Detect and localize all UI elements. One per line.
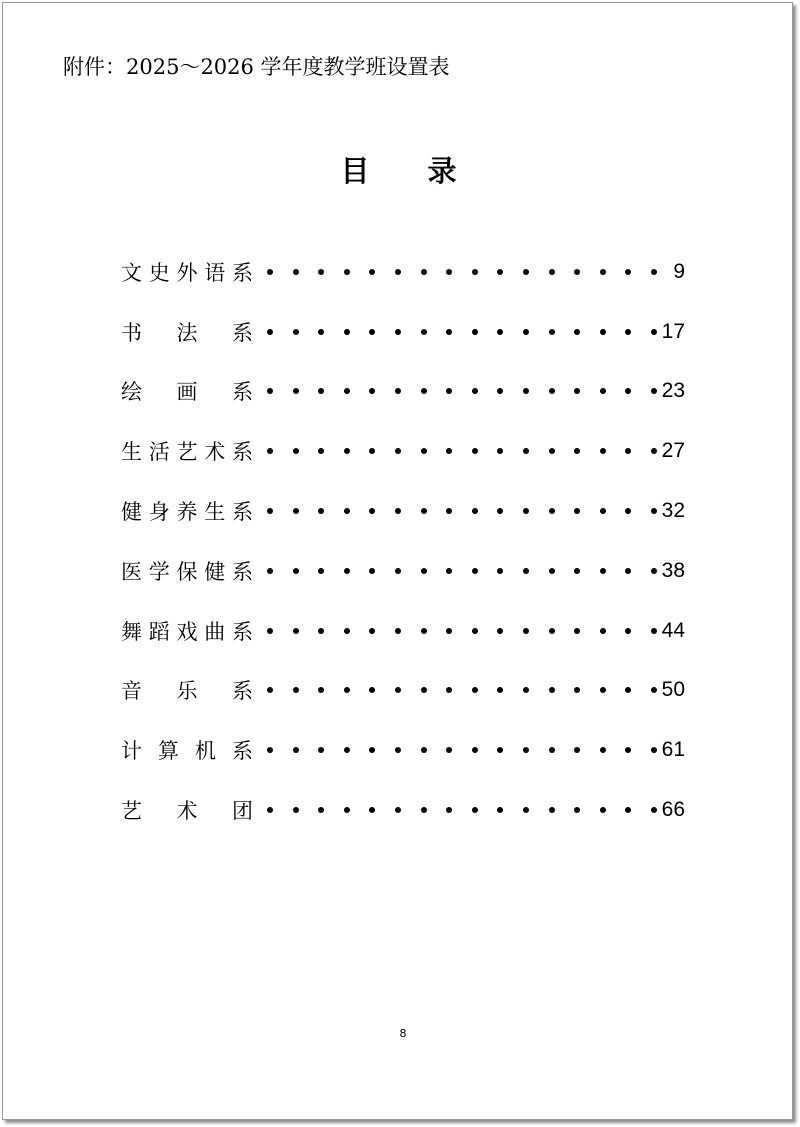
leader-dot (293, 747, 299, 753)
leader-dot (421, 747, 427, 753)
toc-label-char: 身 (148, 500, 170, 525)
toc-label-char: 文 (121, 260, 142, 285)
leader-dot (446, 687, 452, 693)
leader-dot (549, 807, 555, 813)
leader-dot (369, 329, 375, 335)
toc-label-char: 保 (176, 559, 198, 584)
toc-entry[interactable] (121, 780, 685, 840)
toc-entry-page: 38 (661, 558, 685, 582)
leader-dot (395, 807, 401, 813)
toc-label-char: 系 (232, 619, 253, 644)
leader-dot (549, 568, 555, 574)
leader-dot (523, 448, 529, 454)
leader-dot (472, 687, 478, 693)
leader-dot (446, 568, 452, 574)
toc-entry[interactable] (121, 601, 685, 661)
toc-dot-leader (253, 807, 661, 813)
leader-dot (267, 568, 273, 574)
leader-dot (421, 687, 427, 693)
toc-entry-page: 50 (661, 678, 685, 702)
leader-dot (574, 687, 580, 693)
leader-dot (651, 747, 657, 753)
leader-dot (549, 687, 555, 693)
leader-dot (600, 388, 606, 394)
toc-entry-label (121, 257, 253, 287)
leader-dot (472, 568, 478, 574)
leader-dot (549, 747, 555, 753)
leader-dot (318, 687, 324, 693)
toc-entry[interactable] (121, 421, 685, 481)
leader-dot (472, 508, 478, 514)
leader-dot (395, 329, 401, 335)
toc-entry-label (121, 735, 253, 765)
leader-dot (472, 388, 478, 394)
leader-dot (497, 747, 503, 753)
toc-label-char: 医 (121, 559, 142, 584)
document-page (2, 2, 793, 1120)
toc-entry-label (121, 496, 253, 526)
leader-dot (369, 388, 375, 394)
leader-dot (472, 269, 478, 275)
leader-dot (421, 269, 427, 275)
leader-dot (421, 807, 427, 813)
leader-dot (395, 269, 401, 275)
toc-label-char: 音 (121, 679, 142, 704)
leader-dot (497, 388, 503, 394)
leader-dot (318, 747, 324, 753)
leader-dot (472, 329, 478, 335)
leader-dot (549, 508, 555, 514)
leader-dot (267, 448, 273, 454)
leader-dot (549, 269, 555, 275)
leader-dot (651, 269, 657, 275)
leader-dot (523, 807, 529, 813)
leader-dot (369, 807, 375, 813)
leader-dot (267, 388, 273, 394)
leader-dot (497, 269, 503, 275)
leader-dot (369, 448, 375, 454)
leader-dot (318, 269, 324, 275)
page-number: 8 (399, 1027, 407, 1040)
toc-label-char: 系 (232, 380, 253, 405)
leader-dot (600, 568, 606, 574)
leader-dot (600, 329, 606, 335)
leader-dot (549, 388, 555, 394)
leader-dot (651, 807, 657, 813)
toc-label-char: 艺 (176, 440, 198, 465)
table-of-contents (121, 242, 685, 840)
toc-entry-label (121, 616, 253, 646)
leader-dot (446, 628, 452, 634)
toc-label-char: 绘 (121, 380, 142, 405)
leader-dot (574, 747, 580, 753)
leader-dot (472, 807, 478, 813)
leader-dot (574, 807, 580, 813)
leader-dot (497, 807, 503, 813)
leader-dot (344, 807, 350, 813)
leader-dot (625, 388, 631, 394)
leader-dot (574, 628, 580, 634)
leader-dot (625, 448, 631, 454)
leader-dot (421, 448, 427, 454)
toc-entry[interactable] (121, 720, 685, 780)
leader-dot (446, 329, 452, 335)
leader-dot (267, 269, 273, 275)
leader-dot (446, 508, 452, 514)
toc-dot-leader (253, 687, 661, 693)
leader-dot (318, 807, 324, 813)
toc-label-char: 戏 (176, 619, 198, 644)
toc-label-char: 计 (121, 739, 142, 764)
leader-dot (267, 687, 273, 693)
toc-label-char: 画 (176, 380, 198, 405)
leader-dot (369, 747, 375, 753)
leader-dot (497, 687, 503, 693)
leader-dot (651, 687, 657, 693)
leader-dot (600, 747, 606, 753)
leader-dot (318, 388, 324, 394)
leader-dot (267, 329, 273, 335)
leader-dot (625, 807, 631, 813)
leader-dot (267, 747, 273, 753)
leader-dot (293, 628, 299, 634)
leader-dot (574, 269, 580, 275)
toc-dot-leader (253, 747, 661, 753)
leader-dot (318, 568, 324, 574)
toc-label-char: 学 (148, 559, 170, 584)
leader-dot (600, 628, 606, 634)
leader-dot (446, 269, 452, 275)
leader-dot (574, 508, 580, 514)
leader-dot (523, 508, 529, 514)
toc-label-char: 术 (204, 440, 226, 465)
toc-entry-page: 9 (673, 259, 685, 283)
leader-dot (651, 329, 657, 335)
leader-dot (344, 568, 350, 574)
leader-dot (293, 687, 299, 693)
toc-entry-page: 66 (661, 798, 685, 822)
toc-label-char: 法 (176, 320, 198, 345)
toc-dot-leader (253, 269, 661, 275)
leader-dot (267, 508, 273, 514)
toc-label-char: 机 (195, 739, 216, 764)
leader-dot (600, 807, 606, 813)
toc-label-char: 系 (232, 320, 253, 345)
leader-dot (625, 747, 631, 753)
leader-dot (523, 329, 529, 335)
leader-dot (293, 508, 299, 514)
toc-label-char: 艺 (121, 799, 142, 824)
leader-dot (395, 508, 401, 514)
toc-label-char: 乐 (176, 679, 198, 704)
toc-label-char: 活 (148, 440, 170, 465)
toc-entry-label (121, 675, 253, 705)
leader-dot (318, 508, 324, 514)
leader-dot (574, 448, 580, 454)
leader-dot (574, 329, 580, 335)
toc-label-char: 舞 (121, 619, 142, 644)
leader-dot (600, 508, 606, 514)
leader-dot (651, 448, 657, 454)
toc-dot-leader (253, 568, 661, 574)
leader-dot (421, 568, 427, 574)
toc-label-char: 团 (232, 799, 253, 824)
toc-dot-leader (253, 329, 661, 335)
toc-label-char: 系 (232, 559, 253, 584)
leader-dot (549, 628, 555, 634)
leader-dot (293, 329, 299, 335)
toc-dot-leader (253, 388, 661, 394)
leader-dot (600, 269, 606, 275)
leader-dot (369, 568, 375, 574)
leader-dot (600, 687, 606, 693)
leader-dot (421, 388, 427, 394)
leader-dot (651, 628, 657, 634)
toc-entry[interactable] (121, 362, 685, 422)
leader-dot (574, 388, 580, 394)
leader-dot (369, 687, 375, 693)
leader-dot (421, 508, 427, 514)
leader-dot (293, 448, 299, 454)
leader-dot (574, 568, 580, 574)
toc-entry[interactable] (121, 302, 685, 362)
leader-dot (344, 508, 350, 514)
leader-dot (395, 448, 401, 454)
leader-dot (369, 628, 375, 634)
leader-dot (395, 687, 401, 693)
toc-entry[interactable] (121, 242, 685, 302)
toc-entry-page: 23 (661, 379, 685, 403)
leader-dot (497, 329, 503, 335)
toc-label-char: 外 (176, 260, 198, 285)
leader-dot (651, 388, 657, 394)
leader-dot (395, 628, 401, 634)
toc-entry-label (121, 556, 253, 586)
toc-label-char: 系 (232, 440, 253, 465)
leader-dot (523, 747, 529, 753)
leader-dot (267, 807, 273, 813)
leader-dot (318, 448, 324, 454)
leader-dot (523, 388, 529, 394)
toc-entry-page: 44 (661, 618, 685, 642)
leader-dot (395, 747, 401, 753)
toc-label-char: 书 (121, 320, 142, 345)
leader-dot (625, 329, 631, 335)
toc-dot-leader (253, 448, 661, 454)
toc-label-char: 曲 (204, 619, 226, 644)
leader-dot (600, 448, 606, 454)
leader-dot (344, 269, 350, 275)
toc-dot-leader (253, 628, 661, 634)
leader-dot (446, 807, 452, 813)
leader-dot (625, 687, 631, 693)
leader-dot (523, 568, 529, 574)
toc-label-char: 生 (121, 440, 142, 465)
toc-entry-label (121, 795, 253, 825)
leader-dot (523, 687, 529, 693)
leader-dot (293, 807, 299, 813)
toc-dot-leader (253, 508, 661, 514)
toc-entry-label (121, 317, 253, 347)
leader-dot (497, 508, 503, 514)
leader-dot (625, 568, 631, 574)
leader-dot (395, 568, 401, 574)
leader-dot (497, 448, 503, 454)
toc-entry-label (121, 436, 253, 466)
toc-entry[interactable] (121, 541, 685, 601)
leader-dot (344, 628, 350, 634)
leader-dot (446, 388, 452, 394)
leader-dot (369, 508, 375, 514)
leader-dot (651, 508, 657, 514)
leader-dot (369, 269, 375, 275)
leader-dot (344, 388, 350, 394)
leader-dot (293, 269, 299, 275)
leader-dot (344, 687, 350, 693)
leader-dot (318, 628, 324, 634)
toc-entry[interactable] (121, 661, 685, 721)
toc-label-char: 系 (232, 260, 253, 285)
toc-label-char: 生 (204, 500, 226, 525)
leader-dot (651, 568, 657, 574)
leader-dot (446, 448, 452, 454)
leader-dot (446, 747, 452, 753)
toc-entry-page: 27 (661, 439, 685, 463)
toc-label-char: 系 (232, 500, 253, 525)
leader-dot (549, 329, 555, 335)
toc-label-char: 术 (176, 799, 198, 824)
leader-dot (625, 508, 631, 514)
leader-dot (293, 568, 299, 574)
toc-label-char: 健 (204, 559, 226, 584)
toc-heading: 目 录 (340, 154, 481, 188)
toc-label-char: 健 (121, 500, 142, 525)
toc-entry[interactable] (121, 481, 685, 541)
leader-dot (472, 448, 478, 454)
toc-label-char: 蹈 (148, 619, 170, 644)
leader-dot (395, 388, 401, 394)
toc-label-char: 史 (148, 260, 170, 285)
leader-dot (293, 388, 299, 394)
leader-dot (625, 269, 631, 275)
leader-dot (421, 628, 427, 634)
leader-dot (472, 628, 478, 634)
leader-dot (344, 747, 350, 753)
leader-dot (549, 448, 555, 454)
toc-label-char: 养 (176, 500, 198, 525)
toc-entry-label (121, 376, 253, 406)
toc-label-char: 算 (158, 739, 179, 764)
leader-dot (421, 329, 427, 335)
leader-dot (344, 448, 350, 454)
leader-dot (472, 747, 478, 753)
toc-entry-page: 17 (661, 319, 685, 343)
leader-dot (625, 628, 631, 634)
toc-label-char: 语 (204, 260, 226, 285)
leader-dot (497, 628, 503, 634)
toc-entry-page: 61 (661, 738, 685, 762)
leader-dot (318, 329, 324, 335)
toc-entry-page: 32 (661, 499, 685, 523)
leader-dot (267, 628, 273, 634)
attachment-title: 附件：2025～2026 学年度教学班设置表 (63, 55, 450, 79)
leader-dot (344, 329, 350, 335)
leader-dot (523, 628, 529, 634)
leader-dot (497, 568, 503, 574)
toc-label-char: 系 (232, 739, 253, 764)
toc-label-char: 系 (232, 679, 253, 704)
leader-dot (523, 269, 529, 275)
